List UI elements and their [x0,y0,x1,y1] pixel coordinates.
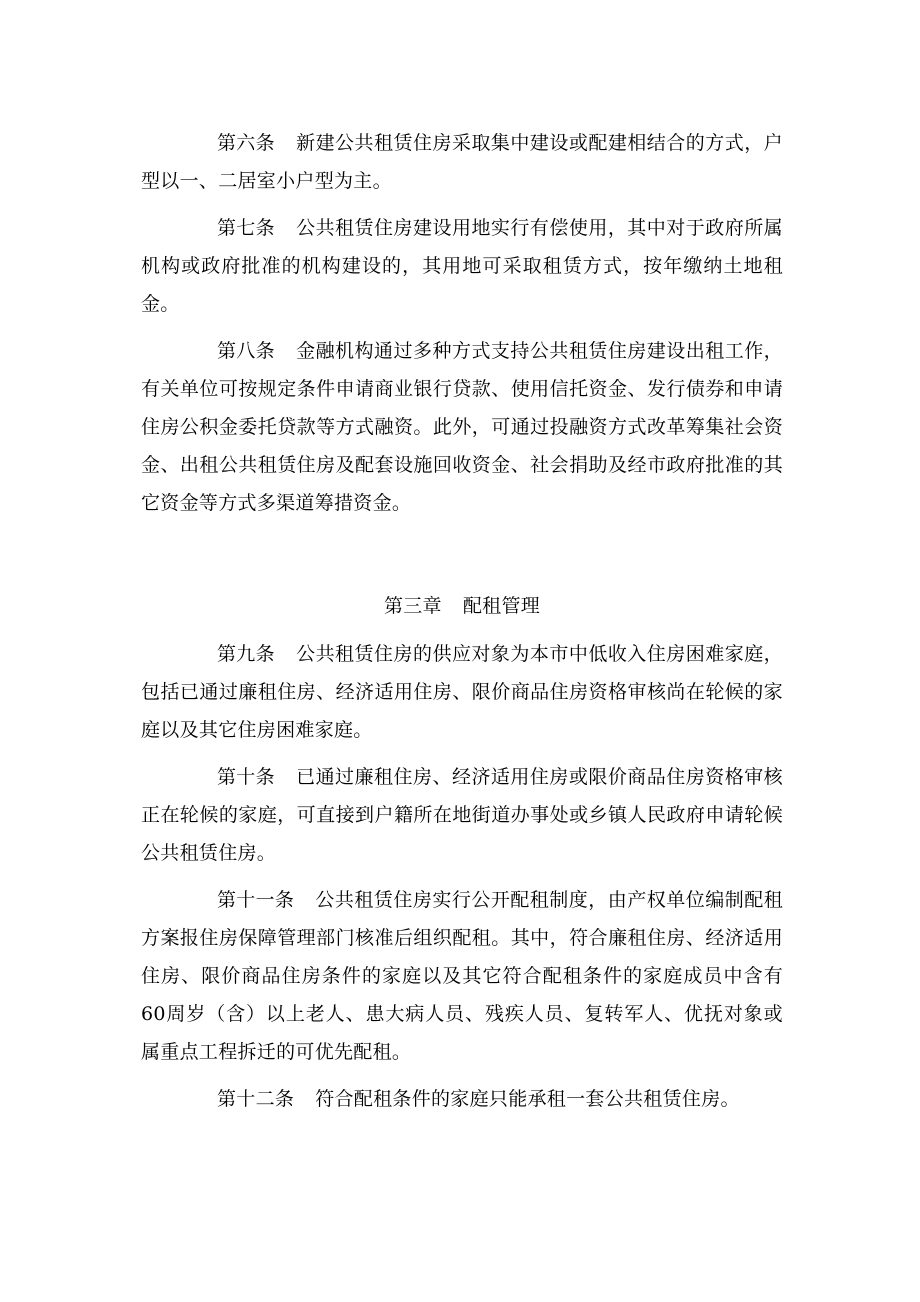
article-label: 第七条 [217,217,275,239]
article-text: 公共租赁住房建设用地实行有偿使用，其中对于政府所属机构或政府批准的机构建设的，其用地可采取租赁方式，按年缴纳土地租金。 [141,217,783,315]
article-8 [141,332,783,522]
article-label: 第十一条 [217,889,295,911]
chapter-heading [141,587,783,625]
article-6 [141,124,783,200]
article-label: 第六条 [217,132,275,154]
article-label: 第十二条 [217,1088,295,1110]
article-7 [141,209,783,323]
article-text: 公共租赁住房的供应对象为本市中低收入住房困难家庭，包括已通过廉租住房、经济适用住房、限价商品住房资格审核尚在轮候的家庭以及其它住房困难家庭。 [141,643,783,741]
article-label: 第八条 [217,340,275,362]
article-label: 第十条 [217,766,275,788]
chapter-number: 第三章 [383,595,442,617]
article-12 [141,1080,783,1118]
article-label: 第九条 [217,643,275,665]
article-text: 已通过廉租住房、经济适用住房或限价商品住房资格审核正在轮候的家庭，可直接到户籍所在地街道办事处或乡镇人民政府申请轮候公共租赁住房。 [141,766,783,864]
article-11 [141,881,783,1071]
article-text: 新建公共租赁住房采取集中建设或配建相结合的方式，户型以一、二居室小户型为主。 [141,132,783,192]
article-text: 符合配租条件的家庭只能承租一套公共租赁住房。 [315,1088,740,1110]
article-text: 公共租赁住房实行公开配租制度，由产权单位编制配租方案报住房保障管理部门核准后组织配租。其中，符合廉租住房、经济适用住房、限价商品住房条件的家庭以及其它符合配租条件的家庭成员中含有60周岁（含）以上老人、患大病人员、残疾人员、复转军人、优抚对象或属重点工程拆迁的可优先配租。 [141,889,783,1063]
chapter-title: 配租管理 [462,595,541,617]
article-text: 金融机构通过多种方式支持公共租赁住房建设出租工作，有关单位可按规定条件申请商业银行贷款、使用信托资金、发行债券和申请住房公积金委托贷款等方式融资。此外，可通过投融资方式改革筹集社会资金、出租公共租赁住房及配套设施回收资金、社会捐助及经市政府批准的其它资金等方式多渠道筹措资金。 [141,340,783,514]
article-9 [141,635,783,749]
article-10 [141,758,783,872]
document-body [141,124,783,1118]
